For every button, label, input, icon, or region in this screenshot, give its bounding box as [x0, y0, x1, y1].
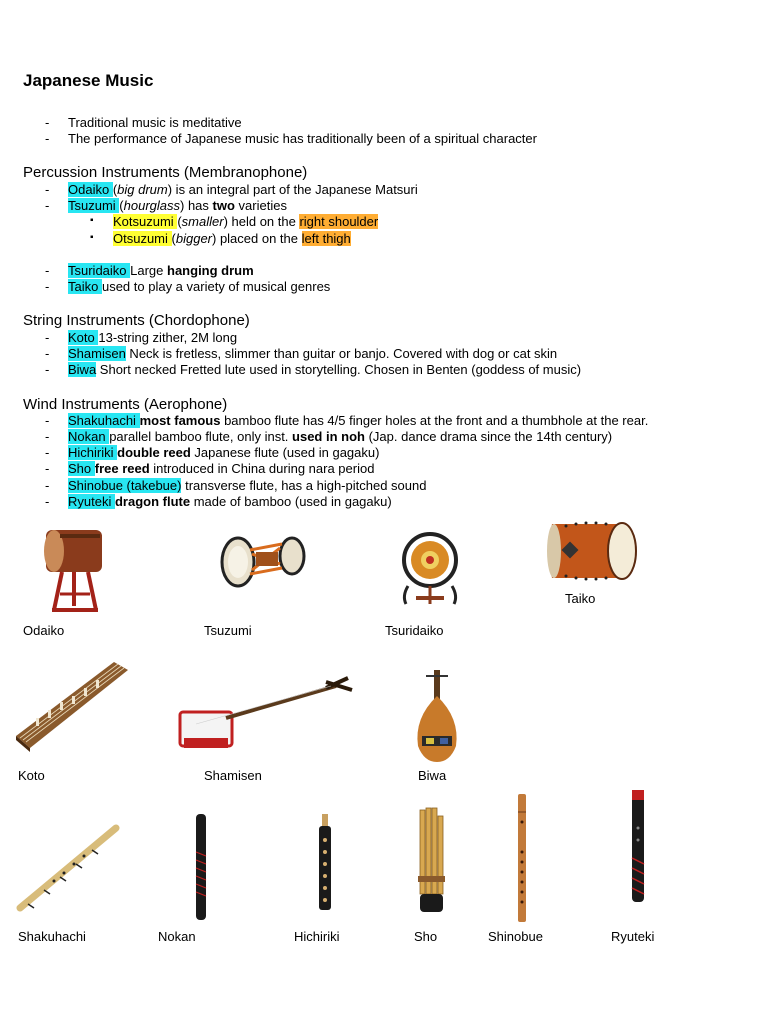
- otsuzumi-term: Otsuzumi: [113, 231, 172, 246]
- tsuzumi-image: [220, 534, 310, 589]
- shamisen-image: [176, 674, 356, 754]
- sho-image: [414, 806, 448, 916]
- nokan-image: [190, 812, 212, 922]
- sho-line: Sho free reed introduced in China during nara period: [68, 461, 375, 476]
- biwa-line: Biwa Short necked Fretted lute used in storytelling. Chosen in Benten (goddess of music): [68, 362, 582, 377]
- shamisen-line: Shamisen Neck is fretless, slimmer than guitar or banjo. Covered with dog or cat skin: [68, 346, 558, 361]
- tsuzumi-line: Tsuzumi (hourglass) has two varieties: [68, 198, 287, 213]
- list-dash: -: [45, 263, 50, 278]
- tsuridaiko-line: Tsuridaiko Large hanging drum: [68, 263, 254, 278]
- hichiriki-term: Hichiriki: [68, 445, 118, 460]
- shakuhachi-line: Shakuhachi most famous bamboo flute has 4/5 finger holes at the front and a thumbhole at the rear.: [68, 413, 649, 428]
- odaiko-image: [40, 528, 110, 618]
- shakuhachi-image: [14, 822, 122, 914]
- tsuzumi-term: Tsuzumi: [68, 198, 120, 213]
- sho-term: Sho: [68, 461, 95, 476]
- otsuzumi-line: Otsuzumi (bigger) placed on the left thigh: [113, 231, 351, 246]
- nokan-term: Nokan: [68, 429, 110, 444]
- shakuhachi-term: Shakuhachi: [68, 413, 140, 428]
- list-dash: -: [45, 346, 50, 361]
- shamisen-caption: Shamisen: [204, 768, 262, 783]
- taiko-image: [542, 518, 638, 584]
- hichiriki-caption: Hichiriki: [294, 929, 340, 944]
- shinobue-line: Shinobue (takebue) transverse flute, has a high-pitched sound: [68, 478, 427, 493]
- taiko-line: Taiko used to play a variety of musical genres: [68, 279, 331, 294]
- kotsuzumi-term: Kotsuzumi: [113, 214, 178, 229]
- list-dash: -: [45, 413, 50, 428]
- ryuteki-caption: Ryuteki: [611, 929, 655, 944]
- intro-line-2: The performance of Japanese music has traditionally been of a spiritual character: [68, 131, 537, 146]
- list-dash: -: [45, 478, 50, 493]
- percussion-heading: Percussion Instruments (Membranophone): [23, 164, 308, 181]
- nokan-caption: Nokan: [158, 929, 196, 944]
- koto-term: Koto: [68, 330, 99, 345]
- koto-image: [14, 658, 130, 754]
- wind-heading: Wind Instruments (Aerophone): [23, 396, 228, 413]
- ryuteki-image: [624, 788, 650, 904]
- odaiko-line: Odaiko (big drum) is an integral part of the Japanese Matsuri: [68, 182, 418, 197]
- odaiko-caption: Odaiko: [23, 623, 65, 638]
- ryuteki-term: Ryuteki: [68, 494, 115, 509]
- ryuteki-line: Ryuteki dragon flute made of bamboo (used in gagaku): [68, 494, 392, 509]
- list-dash: -: [45, 330, 50, 345]
- kotsuzumi-line: Kotsuzumi (smaller) held on the right shoulder: [113, 214, 379, 229]
- nokan-line: Nokan parallel bamboo flute, only inst. used in noh (Jap. dance drama since the 14th century): [68, 429, 613, 444]
- biwa-caption: Biwa: [418, 768, 447, 783]
- biwa-term: Biwa: [68, 362, 97, 377]
- shinobue-image: [512, 792, 532, 924]
- list-dash: -: [45, 182, 50, 197]
- list-dash: -: [45, 279, 50, 294]
- list-dash: -: [45, 131, 50, 146]
- sho-caption: Sho: [414, 929, 438, 944]
- koto-caption: Koto: [18, 768, 45, 783]
- string-heading: String Instruments (Chordophone): [23, 312, 250, 329]
- biwa-image: [412, 668, 462, 764]
- list-dash: -: [45, 429, 50, 444]
- hichiriki-line: Hichiriki double reed Japanese flute (used in gagaku): [68, 445, 380, 460]
- tsuzumi-caption: Tsuzumi: [204, 623, 252, 638]
- list-dash: -: [45, 494, 50, 509]
- odaiko-term: Odaiko: [68, 182, 113, 197]
- tsuridaiko-image: [398, 530, 462, 608]
- hichiriki-image: [314, 812, 336, 912]
- shakuhachi-caption: Shakuhachi: [18, 929, 86, 944]
- list-dash: -: [45, 115, 50, 130]
- list-dash: -: [45, 445, 50, 460]
- shinobue-term: Shinobue (takebue): [68, 478, 182, 493]
- list-dash: -: [45, 198, 50, 213]
- taiko-caption: Taiko: [565, 591, 596, 606]
- tsuridaiko-term: Tsuridaiko: [68, 263, 131, 278]
- page-title: Japanese Music: [23, 71, 154, 90]
- taiko-term: Taiko: [68, 279, 102, 294]
- intro-line-1: Traditional music is meditative: [68, 115, 242, 130]
- list-dash: -: [45, 461, 50, 476]
- koto-line: Koto 13-string zither, 2M long: [68, 330, 238, 345]
- sub-bullet: ▪: [90, 232, 94, 243]
- list-dash: -: [45, 362, 50, 377]
- tsuridaiko-caption: Tsuridaiko: [385, 623, 444, 638]
- sub-bullet: ▪: [90, 215, 94, 226]
- shamisen-term: Shamisen: [68, 346, 126, 361]
- shinobue-caption: Shinobue: [488, 929, 543, 944]
